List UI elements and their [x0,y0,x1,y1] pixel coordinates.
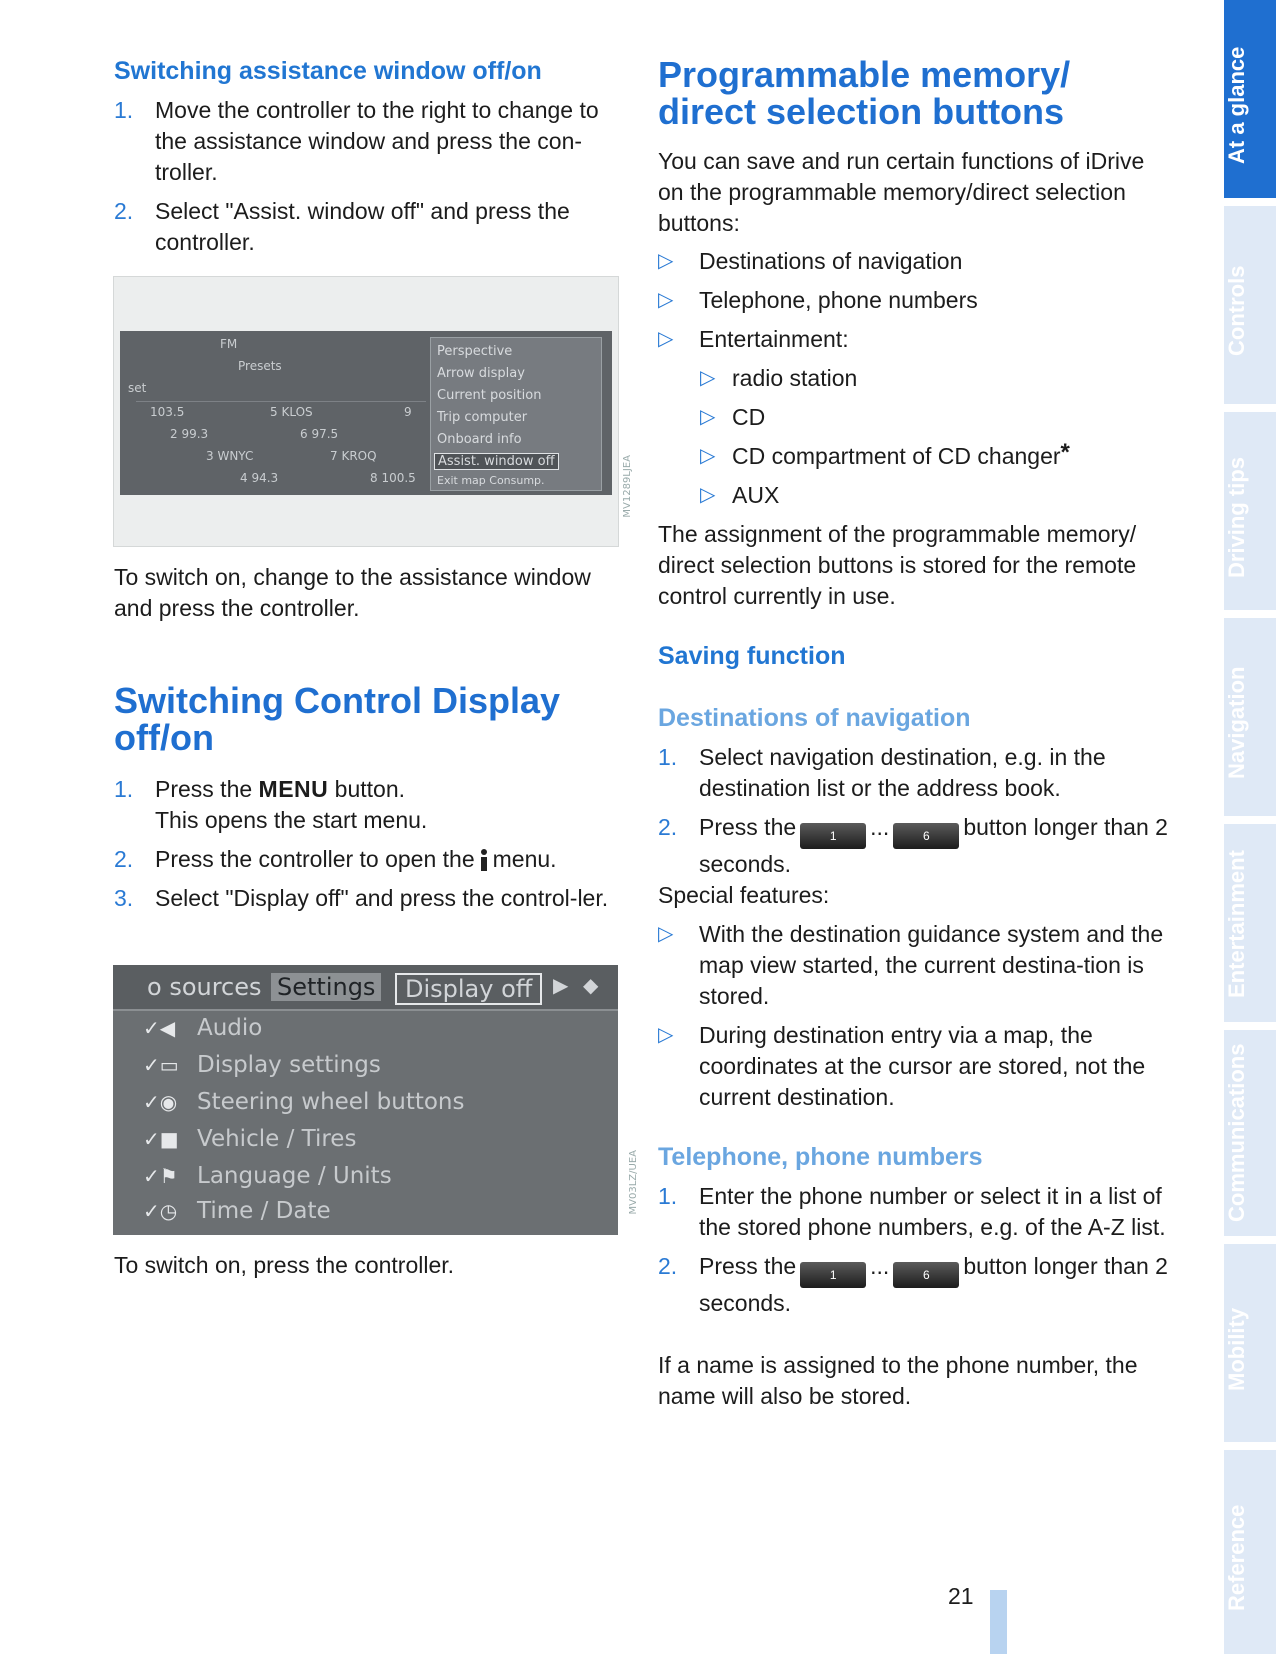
list-item: 1. Move the controller to the right to change to the assistance window and press the con-troller. [114,97,599,185]
triangle-bullet-icon: ▷ [700,367,716,389]
triangle-bullet-icon: ▷ [658,923,674,945]
tab-mobility[interactable]: Mobility [1224,1244,1276,1442]
station-item: 5 KLOS [270,405,313,419]
tab-driving-tips[interactable]: Driving tips [1224,412,1276,610]
section-title-telephone: Telephone, phone numbers [658,1143,983,1171]
memory-button-6: 6 [893,1262,959,1288]
menu-item: Perspective [437,344,513,359]
triangle-bullet-icon: ▷ [658,289,674,311]
station-item: 8 100.5 [370,471,416,485]
side-tabs [1224,0,1276,1654]
settings-item-vehicle: ✓■ Vehicle / Tires [143,1126,357,1152]
list-item: ▷ CD [700,402,1170,433]
station-item: 103.5 [150,405,185,419]
tab-display-off: Display off [395,973,542,1005]
triangle-bullet-icon: ▷ [658,250,674,272]
tab-at-a-glance[interactable]: At a glance [1224,0,1276,198]
list-item: ▷ Entertainment: [658,324,1168,355]
special-features-list [658,919,1168,1121]
info-icon [478,849,490,871]
list-item: 2. Select "Assist. window off" and press the controller. [114,198,570,255]
station-item: 6 97.5 [300,427,339,441]
section-title-programmable-memory: Programmable memory/ direct selection buttons [658,54,1071,132]
triangle-bullet-icon: ▷ [700,484,716,506]
triangle-bullet-icon: ▷ [700,445,716,467]
list-item: ▷ With the destination guidance system and the map view started, the current destina-tion is stored. [658,921,1164,1009]
arrow-right-icon: ▶ [553,973,569,997]
list-item: ▷ radio station [700,363,1170,394]
menu-item: Arrow display [437,366,525,381]
station-item: 7 KROQ [330,449,377,463]
list-item: ▷ During destination entry via a map, the coordinates at the cursor are stored, not the current destination. [658,1022,1146,1110]
audio-icon: ✓◀ [143,1016,176,1040]
car-icon: ✓■ [143,1127,179,1151]
list-item: 3. Select "Display off" and press the control-ler. [114,885,609,911]
section-title-saving: Saving function [658,642,846,670]
station-item: 9 [404,405,412,419]
presets-label: Presets [238,359,282,373]
telephone-note: If a name is assigned to the phone number, the name will also be stored. [658,1352,1138,1409]
triangle-bullet-icon: ▷ [700,406,716,428]
function-list [658,246,1168,363]
settings-item-steering: ✓◉ Steering wheel buttons [143,1089,465,1115]
list-item: ▷ Telephone, phone numbers [658,285,1168,316]
tab-controls[interactable]: Controls [1224,206,1276,404]
list-item: 2. Press the 1 ... 6 button longer than 2 seconds. [658,1253,1168,1316]
memory-button-1: 1 [800,823,866,849]
tab-communications[interactable]: Communications [1224,1030,1276,1236]
tab-sources: o sources [147,973,262,1001]
switch-on-note-2: To switch on, press the controller. [114,1252,455,1278]
list-item: 1. Press the MENU button. This opens the start menu. [114,776,428,833]
destination-steps [658,742,1168,888]
idrive-screen [120,331,612,495]
switch-on-note: To switch on, change to the assistance window and press the controller. [114,564,591,621]
tab-reference[interactable]: Reference [1224,1450,1276,1654]
list-item: 2. Press the controller to open the menu. [114,846,557,872]
list-item: 1. Enter the phone number or select it in a list of the stored phone numbers, e.g. of the A-Z list. [658,1183,1166,1240]
page-bar [990,1590,1007,1654]
assistance-window-screenshot [113,276,619,547]
steering-wheel-icon: ✓◉ [143,1090,178,1114]
memory-button-6: 6 [893,823,959,849]
menu-item: Onboard info [437,432,522,447]
list-item: ▷ Destinations of navigation [658,246,1168,277]
list-item: 1. Select navigation destination, e.g. in the destination list or the address book. [658,744,1106,801]
menu-item: Current position [437,388,542,403]
section-title-control-display: Switching Control Display off/on [114,680,561,758]
station-item: 4 94.3 [240,471,279,485]
display-settings-screenshot [113,965,618,1235]
page-number: 21 [948,1583,974,1609]
list-item: 2. Press the 1 ... 6 button longer than 2 seconds. [658,814,1168,877]
list-item: ▷ CD compartment of CD changer* [700,441,1170,472]
menu-item: Exit map Consump. [437,474,545,487]
clock-icon: ✓◷ [143,1199,178,1223]
assistance-steps [114,95,624,266]
assignment-text: The assignment of the programmable memory/ direct selection buttons is stored for the remote control currently in use. [658,521,1137,609]
menu-button-label: MENU [258,776,329,802]
entertainment-sublist [700,363,1170,519]
settings-item-time: ✓◷ Time / Date [143,1198,331,1224]
station-item: 3 WNYC [206,449,254,463]
special-features-label: Special features: [658,882,830,908]
flag-icon: ✓⚑ [143,1164,178,1188]
assistance-menu [430,337,602,491]
settings-item-audio: ✓◀ Audio [143,1015,263,1041]
intro-text: You can save and run certain functions of iDrive on the programmable memory/direct selection buttons: [658,148,1145,236]
menu-item: Trip computer [437,410,528,425]
list-item: ▷ AUX [700,480,1170,511]
settings-item-display: ✓▭ Display settings [143,1052,381,1078]
tab-settings: Settings [271,973,381,1001]
controller-icon: ◆ [583,973,599,997]
triangle-bullet-icon: ▷ [658,1024,674,1046]
tab-entertainment[interactable]: Entertainment [1224,824,1276,1022]
control-display-steps [114,774,624,922]
screen-tab-bar [113,965,618,1011]
station-item: 2 99.3 [170,427,209,441]
tab-navigation[interactable]: Navigation [1224,618,1276,816]
triangle-bullet-icon: ▷ [658,328,674,350]
image-code: MV1289LJEA [622,455,633,518]
section-title-destinations: Destinations of navigation [658,704,971,732]
section-title-assistance-window: Switching assistance window off/on [114,57,542,85]
fm-label: FM [220,337,238,351]
menu-item-selected: Assist. window off [434,453,559,470]
telephone-steps [658,1181,1168,1327]
memory-button-1: 1 [800,1262,866,1288]
set-label: set [128,381,147,395]
image-code: MV03LZ/UEA [628,1150,639,1215]
asterisk: * [1060,439,1070,466]
settings-item-language: ✓⚑ Language / Units [143,1163,392,1189]
display-icon: ✓▭ [143,1053,179,1077]
